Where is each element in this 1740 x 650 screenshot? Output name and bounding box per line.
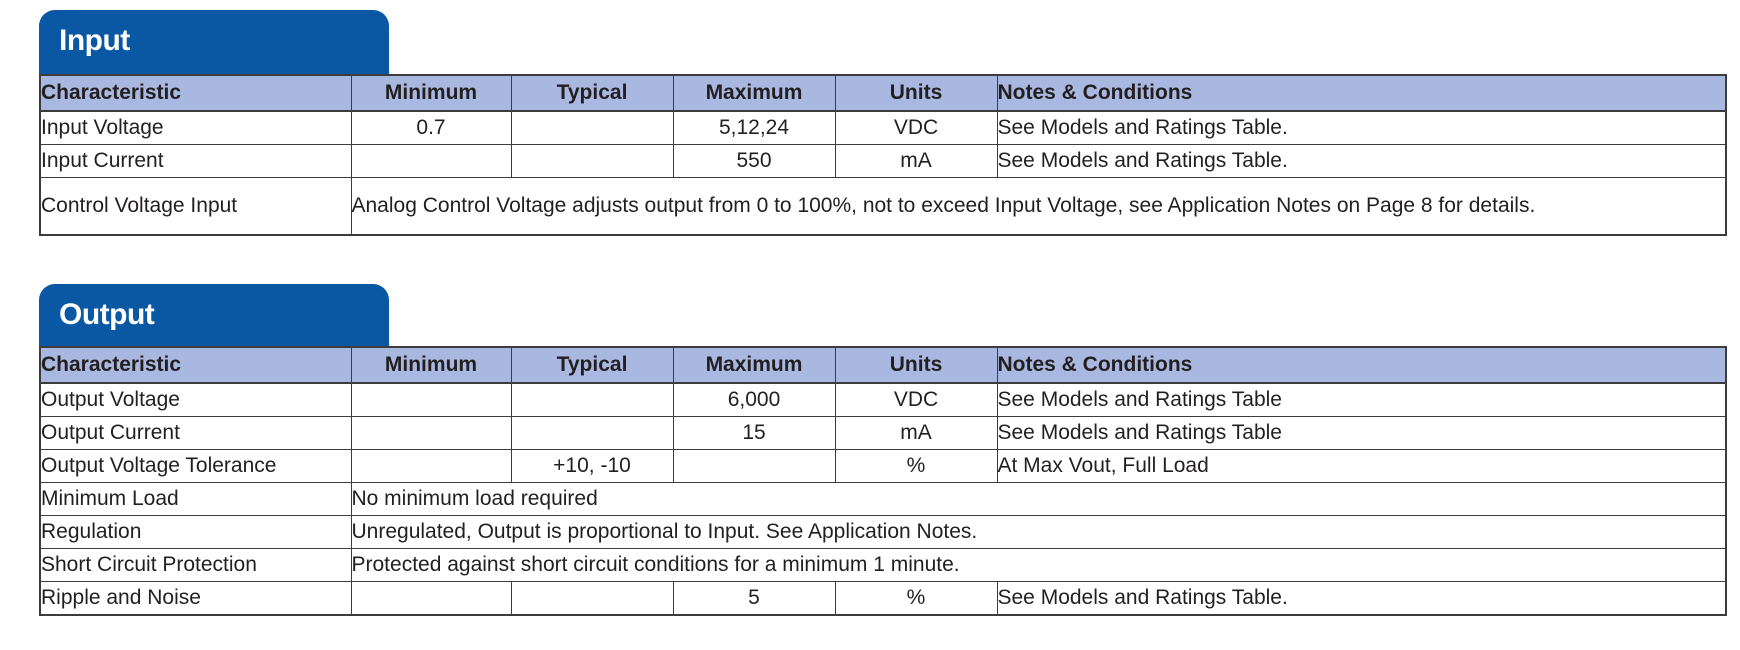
units-cell: mA — [835, 145, 997, 178]
header-maximum: Maximum — [673, 347, 835, 383]
header-minimum: Minimum — [351, 75, 511, 111]
header-characteristic: Characteristic — [40, 75, 351, 111]
header-characteristic: Characteristic — [40, 347, 351, 383]
maximum-cell: 15 — [673, 417, 835, 450]
units-cell: mA — [835, 417, 997, 450]
typical-cell — [511, 417, 673, 450]
units-cell: VDC — [835, 383, 997, 417]
maximum-cell: 5,12,24 — [673, 111, 835, 145]
header-maximum: Maximum — [673, 75, 835, 111]
units-cell: % — [835, 450, 997, 483]
input-section-title: Input — [39, 10, 389, 74]
table-row — [40, 549, 1726, 582]
header-typical: Typical — [511, 347, 673, 383]
typical-cell — [511, 383, 673, 417]
table-row — [40, 450, 1726, 483]
table-row — [40, 111, 1726, 145]
description-cell: Protected against short circuit conditions for a minimum 1 minute. — [351, 549, 1726, 582]
table-row — [40, 178, 1726, 236]
table-row — [40, 582, 1726, 616]
table-row — [40, 516, 1726, 549]
header-notes: Notes & Conditions — [997, 75, 1726, 111]
header-typical: Typical — [511, 75, 673, 111]
minimum-cell — [351, 417, 511, 450]
header-units: Units — [835, 347, 997, 383]
characteristic-cell: Short Circuit Protection — [40, 549, 351, 582]
control-voltage-description: Analog Control Voltage adjusts output from 0 to 100%, not to exceed Input Voltage, see Application Notes on Page 8 for details. — [351, 178, 1726, 236]
output-spec-table — [39, 346, 1727, 616]
characteristic-cell: Output Voltage — [40, 383, 351, 417]
maximum-cell: 6,000 — [673, 383, 835, 417]
notes-cell: See Models and Ratings Table. — [997, 145, 1726, 178]
typical-cell — [511, 145, 673, 178]
units-cell: % — [835, 582, 997, 616]
notes-cell: See Models and Ratings Table — [997, 383, 1726, 417]
header-units: Units — [835, 75, 997, 111]
minimum-cell — [351, 450, 511, 483]
characteristic-cell: Minimum Load — [40, 483, 351, 516]
characteristic-cell: Input Current — [40, 145, 351, 178]
typical-cell: +10, -10 — [511, 450, 673, 483]
typical-cell — [511, 582, 673, 616]
minimum-cell — [351, 383, 511, 417]
notes-cell: At Max Vout, Full Load — [997, 450, 1726, 483]
characteristic-cell: Output Voltage Tolerance — [40, 450, 351, 483]
characteristic-cell: Regulation — [40, 516, 351, 549]
table-header-row — [40, 347, 1726, 383]
notes-cell: See Models and Ratings Table — [997, 417, 1726, 450]
table-row — [40, 383, 1726, 417]
minimum-cell — [351, 145, 511, 178]
maximum-cell — [673, 450, 835, 483]
typical-cell — [511, 111, 673, 145]
characteristic-cell: Ripple and Noise — [40, 582, 351, 616]
characteristic-cell: Input Voltage — [40, 111, 351, 145]
characteristic-cell: Control Voltage Input — [40, 178, 351, 236]
table-row — [40, 483, 1726, 516]
units-cell: VDC — [835, 111, 997, 145]
header-minimum: Minimum — [351, 347, 511, 383]
maximum-cell: 5 — [673, 582, 835, 616]
minimum-cell — [351, 582, 511, 616]
header-notes: Notes & Conditions — [997, 347, 1726, 383]
table-row — [40, 145, 1726, 178]
input-spec-table — [39, 74, 1727, 236]
output-section-title: Output — [39, 284, 389, 348]
table-header-row — [40, 75, 1726, 111]
notes-cell: See Models and Ratings Table. — [997, 582, 1726, 616]
characteristic-cell: Output Current — [40, 417, 351, 450]
table-row — [40, 417, 1726, 450]
minimum-cell: 0.7 — [351, 111, 511, 145]
description-cell: Unregulated, Output is proportional to Input. See Application Notes. — [351, 516, 1726, 549]
description-cell: No minimum load required — [351, 483, 1726, 516]
notes-cell: See Models and Ratings Table. — [997, 111, 1726, 145]
maximum-cell: 550 — [673, 145, 835, 178]
